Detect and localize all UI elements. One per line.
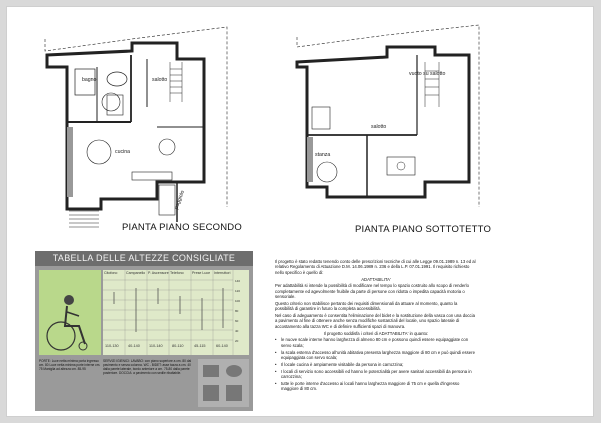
room-bagno: bagno [82, 77, 97, 83]
bathroom-symbols [198, 359, 249, 407]
svg-text:60: 60 [235, 319, 239, 323]
sanitary-icons [198, 359, 249, 407]
room-poggiolo: poggiolo [173, 189, 186, 211]
bullet-item: • le nuove scale interne hanno larghezza di almeno 80 cm e possono quindi essere equipaggiate con servo scala; [275, 337, 477, 348]
col-header-5: Interruttori [214, 271, 231, 275]
text-heading-adattabilita: ADATTABILITA' [361, 276, 391, 282]
col-header-4: Prese Luce [192, 271, 211, 275]
table-notes-bathroom: SERVIZI IGIENICI: LAVABO: con piano superiore a cm. 80 dal pavimento e senza colonna. WC - BIDET: asse tazza a cm. 40 dalla parete laterale, bordo anteriore a cm. 75-80 dalla parete posteriore. DOCCIA: a pavimento con sedile ribaltabile. [103, 359, 192, 376]
col-header-0: Citofono [104, 271, 118, 275]
col-value-1: 40-140 [128, 344, 140, 348]
svg-text:140: 140 [235, 279, 241, 283]
wheelchair-icon [39, 270, 101, 355]
col-value-2: 110-140 [149, 344, 163, 348]
text-p1: Per adattabilità si intende la possibilità di modificare nel tempo lo spazio costruito allo scopo di renderlo completamente ed agevolmente fruibile da parte di persone con ridotta o impedita capacità motoria o sensoriale. [275, 283, 469, 300]
room-cucina: cucina [115, 149, 130, 155]
svg-text:120: 120 [235, 289, 241, 293]
drawing-sheet [7, 7, 593, 416]
svg-text:40: 40 [235, 329, 239, 333]
col-header-1: Campanello [126, 271, 146, 275]
plan-title-attic: PIANTA PIANO SOTTOTETTO [355, 224, 492, 235]
bullet-item: • Il locale cucina è ampiamente visitabile da persona in carrozzina; [275, 362, 477, 367]
room-vuoto: vuoto su salotto [409, 71, 446, 77]
col-value-0: 110-130 [105, 344, 119, 348]
col-value-5: 60-140 [216, 344, 228, 348]
bullet-item: • tutte le porte interne d'accesso ai locali hanno larghezza maggiore di 75 cm e quella d'ingresso maggiore di 80 cm. [275, 381, 477, 392]
floor-plans [7, 7, 593, 247]
heights-table-title: TABELLA DELLE ALTEZZE CONSIGLIATE [35, 251, 253, 266]
room-salotto-right: salotto [371, 124, 387, 130]
plan-title-second: PIANTA PIANO SECONDO [122, 222, 242, 233]
wheelchair-illustration [39, 270, 101, 355]
room-salotto-left: salotto [152, 77, 168, 83]
text-heading-criteria: Il progetto soddisfa i criteri di ADATTABILITA' in quanto: [323, 330, 429, 336]
col-value-3: 80-110 [172, 344, 184, 348]
text-p2: Questo criterio non stabilisce pertanto dei requisiti dimensionali da attuare al momento, quanto la possibilità di garantire in futuro la completa accessibilità. [275, 300, 458, 312]
col-header-3: Telefono [170, 271, 184, 275]
bullet-item: • I locali di servizio sono accessibili ed hanno le potenzialità per avere sanitari accessibili da persona in carrozzina; [275, 369, 477, 380]
table-notes-doors: PORTE: Luce netta minima porta ingresso cm. 80 Luce netta minima porte interne cm. 75 Maniglia ad altezza cm. 85-95 [39, 359, 101, 372]
text-p3: Nel caso di adeguamento è consentita l'eliminazione del bidet e la sostituzione della vasca con una doccia a pavimento al fine di ottenere anche senza modifiche sostanziali del locale, uno spazio laterale di accostamento alla tazza WC e di definire sufficienti spazi di manovra. [275, 313, 475, 329]
svg-text:80: 80 [235, 309, 239, 313]
bullet-item: • la scala esterna d'accesso all'unità abitativa presenta larghezza maggiore di 80 cm e può quindi essere equipaggiata con servo scala; [275, 350, 477, 361]
heights-table [35, 251, 253, 411]
adaptability-text [275, 259, 477, 393]
svg-text:100: 100 [235, 299, 241, 303]
plan-attic [297, 25, 479, 207]
heights-grid [103, 270, 249, 355]
room-stanza: stanza [315, 152, 331, 158]
text-intro: Il progetto è stato redatto tenendo conto delle prescrizioni tecniche di cui alle Legge 09.01.1989 n. 13 ed al relativo Regolamento di Attuazione D.M. 14.06.1989 n. 236 e della L.P. 07.01.1991. Il requisito richiesto nello specifico è quello di: [275, 259, 476, 275]
svg-text:20: 20 [235, 339, 239, 343]
plan-second-floor [45, 27, 227, 227]
col-header-2: P. Ascensore [148, 271, 169, 275]
col-value-4: 45-115 [194, 344, 206, 348]
